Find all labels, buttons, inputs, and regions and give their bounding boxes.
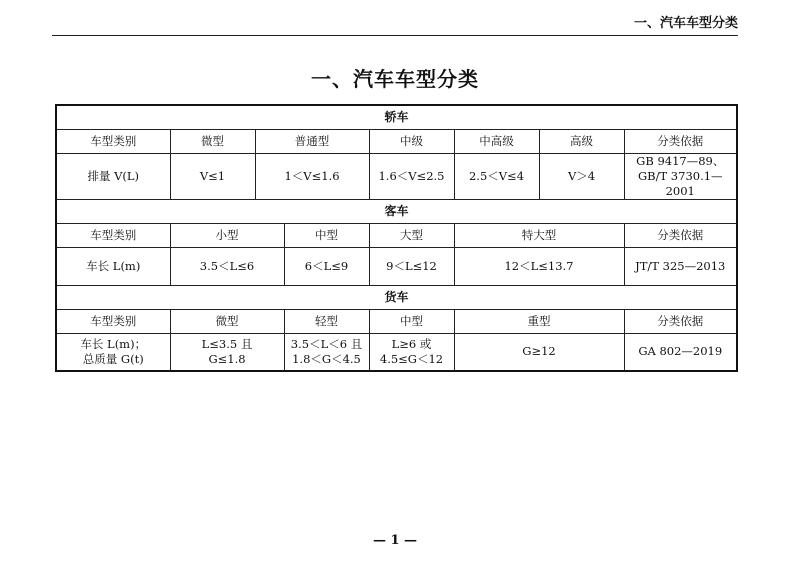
sedan-header-category: 车型类别 xyxy=(56,129,170,153)
truck-value-heavy: G≥12 xyxy=(454,333,624,371)
bus-value-row xyxy=(56,247,737,285)
bus-value-small: 3.5＜L≤6 xyxy=(170,247,284,285)
sedan-value-row xyxy=(56,153,737,199)
bus-section-row xyxy=(56,199,737,223)
truck-medium-line2: 4.5≤G＜12 xyxy=(379,351,444,366)
sedan-basis-cell xyxy=(624,153,737,199)
sedan-header-basis: 分类依据 xyxy=(624,129,737,153)
truck-header-mini: 微型 xyxy=(170,309,284,333)
truck-value-medium xyxy=(369,333,454,371)
truck-header-medium: 中型 xyxy=(369,309,454,333)
running-head: 一、汽车车型分类 xyxy=(633,16,738,31)
sedan-value-upper-mid: 2.5＜V≤4 xyxy=(454,153,539,199)
sedan-value-standard: 1＜V≤1.6 xyxy=(255,153,369,199)
sedan-row-label: 排量 V(L) xyxy=(56,153,170,199)
bus-value-medium: 6＜L≤9 xyxy=(284,247,369,285)
sedan-section-title: 轿车 xyxy=(56,105,737,129)
truck-mini-line2: G≤1.8 xyxy=(208,351,246,366)
sedan-value-mini: V≤1 xyxy=(170,153,255,199)
truck-header-row xyxy=(56,309,737,333)
truck-mini-line1: L≤3.5 且 xyxy=(201,336,253,351)
truck-header-basis: 分类依据 xyxy=(624,309,737,333)
truck-row-label-line2: 总质量 G(t) xyxy=(82,351,144,366)
truck-light-line1: 3.5＜L＜6 且 xyxy=(290,336,363,351)
vehicle-classification-table xyxy=(55,104,738,372)
truck-value-row xyxy=(56,333,737,371)
truck-basis: GA 802—2019 xyxy=(624,333,737,371)
sedan-header-standard: 普通型 xyxy=(255,129,369,153)
page-number: — 1 — xyxy=(372,533,418,548)
sedan-header-high: 高级 xyxy=(539,129,624,153)
bus-header-category: 车型类别 xyxy=(56,223,170,247)
sedan-basis-line2: GB/T 3730.1—2001 xyxy=(637,168,723,198)
bus-value-extra-large: 12＜L≤13.7 xyxy=(454,247,624,285)
sedan-header-upper-mid: 中高级 xyxy=(454,129,539,153)
truck-row-label-cell xyxy=(56,333,170,371)
sedan-basis-line1: GB 9417—89、 xyxy=(636,153,725,168)
truck-light-line2: 1.8＜G＜4.5 xyxy=(292,351,361,366)
truck-section-row xyxy=(56,285,737,309)
truck-row-label-line1: 车长 L(m)； xyxy=(80,336,147,351)
truck-medium-line1: L≥6 或 xyxy=(391,336,432,351)
header-rule xyxy=(52,35,738,36)
truck-section-title: 货车 xyxy=(56,285,737,309)
truck-value-mini xyxy=(170,333,284,371)
truck-value-light xyxy=(284,333,369,371)
sedan-header-mini: 微型 xyxy=(170,129,255,153)
bus-section-title: 客车 xyxy=(56,199,737,223)
sedan-header-row xyxy=(56,129,737,153)
sedan-value-high: V＞4 xyxy=(539,153,624,199)
bus-header-extra-large: 特大型 xyxy=(454,223,624,247)
bus-header-small: 小型 xyxy=(170,223,284,247)
sedan-header-mid: 中级 xyxy=(369,129,454,153)
bus-header-medium: 中型 xyxy=(284,223,369,247)
bus-row-label: 车长 L(m) xyxy=(56,247,170,285)
sedan-value-mid: 1.6＜V≤2.5 xyxy=(369,153,454,199)
bus-basis: JT/T 325—2013 xyxy=(624,247,737,285)
bus-header-large: 大型 xyxy=(369,223,454,247)
bus-header-row xyxy=(56,223,737,247)
truck-header-category: 车型类别 xyxy=(56,309,170,333)
truck-header-heavy: 重型 xyxy=(454,309,624,333)
truck-header-light: 轻型 xyxy=(284,309,369,333)
bus-header-basis: 分类依据 xyxy=(624,223,737,247)
sedan-section-row xyxy=(56,105,737,129)
bus-value-large: 9＜L≤12 xyxy=(369,247,454,285)
page-title: 一、汽车车型分类 xyxy=(311,67,479,91)
